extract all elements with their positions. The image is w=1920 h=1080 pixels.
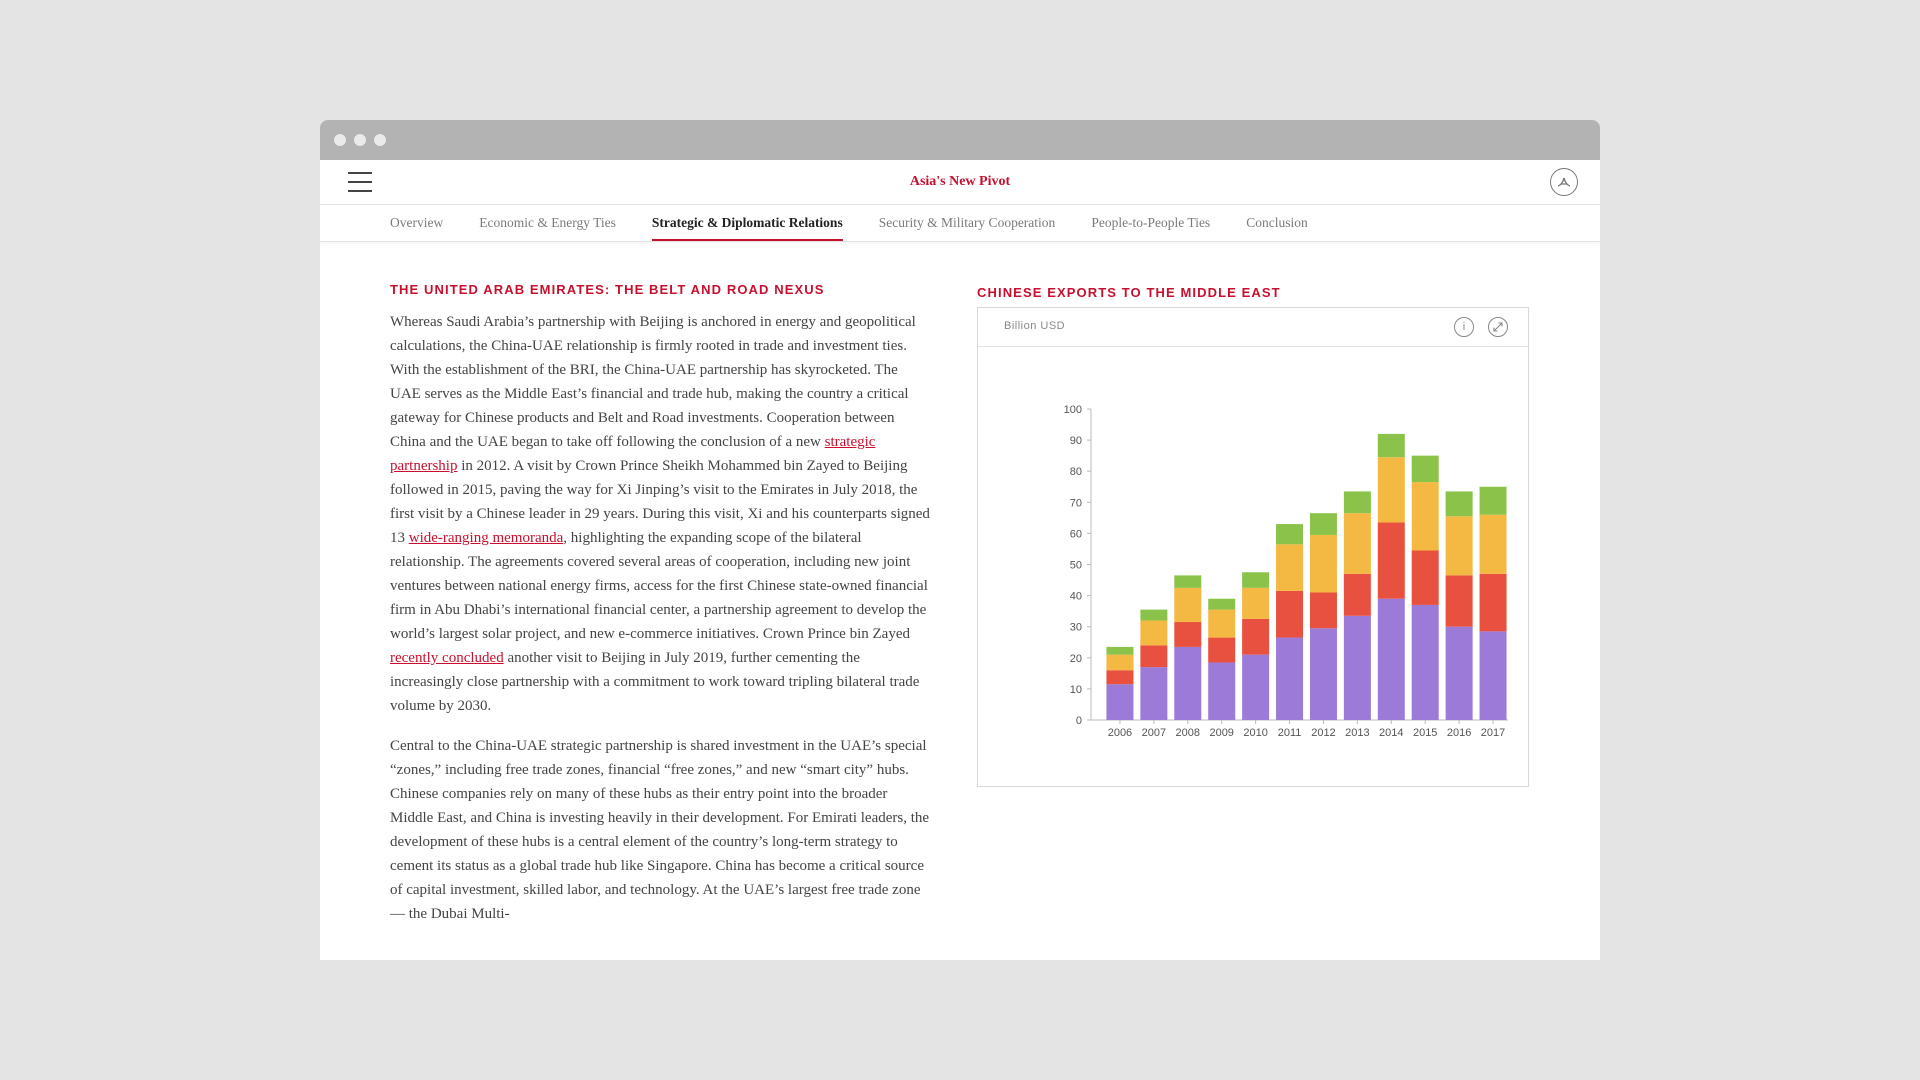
bar-segment	[1480, 631, 1507, 720]
bar-segment	[1378, 599, 1405, 720]
tab-economic-energy-ties[interactable]: Economic & Energy Ties	[479, 215, 616, 230]
bar-segment	[1106, 684, 1133, 720]
bar-segment	[1208, 599, 1235, 610]
bar-segment	[1106, 647, 1133, 655]
bar-segment	[1310, 535, 1337, 593]
hamburger-menu-icon[interactable]	[348, 172, 372, 192]
article-paragraph-1	[390, 310, 930, 718]
paragraph-text: in 2012. A visit by Crown Prince Sheikh Mohammed bin Zayed to Beijing followed in 2015, paving the way for Xi Jinping’s visit to the Emirates in July 2018, the first visit by a Chinese leader in 29 years. During this visit, Xi and his counterparts signed 13	[390, 458, 930, 546]
section-heading: THE UNITED ARAB EMIRATES: THE BELT AND ROAD NEXUS	[390, 282, 825, 297]
x-tick-label: 2012	[1311, 727, 1336, 739]
paragraph-text: Whereas Saudi Arabia’s partnership with Beijing is anchored in energy and geopolitical calculations, the China-UAE relationship is firmly rooted in trade and investment ties. With the establishment of the BRI, the China-UAE partnership has skyrocketed. The UAE serves as the Middle East’s financial and trade hub, making the country a critical gateway for Chinese products and Belt and Road investments. Cooperation between China and the UAE began to take off following the conclusion of a new	[390, 314, 916, 450]
tab-people-to-people-ties[interactable]: People-to-People Ties	[1091, 215, 1211, 230]
tab-overview[interactable]: Overview	[390, 215, 444, 230]
bar-segment	[1242, 619, 1269, 655]
bar-segment	[1446, 627, 1473, 720]
bar-segment	[1140, 645, 1167, 667]
bar-segment	[1480, 515, 1507, 574]
tab-conclusion[interactable]: Conclusion	[1246, 215, 1308, 230]
logo-icon[interactable]	[1550, 168, 1578, 196]
y-tick-label: 50	[1069, 559, 1082, 572]
bar-segment	[1480, 487, 1507, 515]
bar-segment	[1446, 575, 1473, 626]
y-tick-label: 60	[1069, 528, 1082, 541]
bar-segment	[1174, 588, 1201, 622]
x-tick-label: 2015	[1412, 727, 1438, 739]
site-title[interactable]: Asia's New Pivot	[909, 174, 1011, 189]
x-tick-label: 2010	[1243, 727, 1268, 739]
bar-segment	[1378, 434, 1405, 457]
bar-segment	[1208, 638, 1235, 663]
y-tick-label: 10	[1069, 683, 1082, 696]
window-close-dot[interactable]	[334, 134, 346, 146]
bar-segment	[1344, 616, 1371, 720]
info-icon[interactable]: i	[1454, 317, 1474, 337]
recently-concluded-link[interactable]: recently concluded	[390, 650, 504, 666]
bar-segment	[1344, 513, 1371, 574]
bar-segment	[1276, 638, 1303, 720]
article	[390, 282, 930, 926]
browser-window	[320, 120, 1600, 960]
bar-segment	[1174, 575, 1201, 587]
bar-segment	[1446, 516, 1473, 575]
chart-toolbar	[978, 308, 1528, 347]
bar-segment	[1242, 655, 1269, 720]
expand-icon[interactable]	[1488, 317, 1508, 337]
y-tick-label: 0	[1075, 715, 1082, 727]
x-tick-label: 2006	[1107, 727, 1133, 739]
bar-segment	[1378, 523, 1405, 599]
strategic-partnership-link[interactable]: strategic partnership	[390, 434, 876, 474]
y-tick-label: 70	[1069, 497, 1082, 510]
y-tick-label: 30	[1069, 621, 1082, 634]
x-tick-label: 2017	[1480, 727, 1506, 739]
page-content	[320, 240, 1600, 960]
bar-segment	[1174, 647, 1201, 720]
x-tick-label: 2016	[1446, 727, 1472, 739]
x-tick-label: 2011	[1277, 727, 1302, 739]
x-tick-label: 2007	[1141, 727, 1167, 739]
bar-segment	[1174, 622, 1201, 647]
section-tabs	[320, 205, 1600, 242]
bar-segment	[1412, 551, 1439, 605]
site-header	[320, 160, 1600, 205]
chart-unit-label: Billion USD	[1004, 320, 1066, 332]
bar-segment	[1106, 670, 1133, 684]
tab-strategic-diplomatic-relations[interactable]: Strategic & Diplomatic Relations	[652, 215, 843, 241]
y-tick-label: 80	[1069, 466, 1082, 479]
bar-segment	[1242, 588, 1269, 619]
wide-ranging-memoranda-link[interactable]: wide-ranging memoranda	[408, 530, 564, 546]
stacked-bar-chart	[978, 347, 1528, 785]
x-tick-label: 2008	[1175, 727, 1201, 739]
bar-segment	[1276, 591, 1303, 638]
bar-segment	[1310, 592, 1337, 628]
bar-segment	[1412, 605, 1439, 720]
window-titlebar	[320, 120, 1600, 160]
y-tick-label: 40	[1069, 590, 1082, 603]
bar-segment	[1140, 620, 1167, 645]
x-tick-label: 2009	[1209, 727, 1234, 739]
chart-section	[977, 285, 1529, 787]
paragraph-text: another visit to Beijing in July 2019, further cementing the increasingly close partnership with a commitment to work toward tripling bilateral trade volume by 2030.	[390, 650, 920, 714]
bar-segment	[1276, 524, 1303, 544]
bar-segment	[1140, 667, 1167, 720]
bar-segment	[1106, 655, 1133, 671]
bar-segment	[1446, 491, 1473, 516]
y-tick-label: 20	[1069, 652, 1082, 665]
bar-segment	[1344, 491, 1371, 513]
x-tick-label: 2014	[1379, 727, 1404, 739]
article-paragraph-2: Central to the China-UAE strategic partnership is shared investment in the UAE’s special “zones,” including free trade zones, financial “free zones,” and new “smart city” hubs. Chinese companies rely on many of these hubs as their entry point into the broader Middle East, and China is investing heavily in their development. For Emirati leaders, the development of these hubs is a central element of the country’s long-term strategy to cement its status as a global trade hub like Singapore. China has become a critical source of capital investment, skilled labor, and technology. At the UAE’s largest free trade zone — the Dubai Multi-	[390, 738, 930, 922]
x-tick-label: 2013	[1345, 727, 1370, 739]
paragraph-text: , highlighting the expanding scope of the bilateral relationship. The agreements covered several areas of cooperation, including new joint ventures between national energy firms, access for the first Chinese state-owned financial firm in Abu Dhabi’s international financial center, a partnership agreement to develop the world’s largest solar project, and new e-commerce initiatives. Crown Prince bin Zayed	[390, 530, 928, 642]
window-maximize-dot[interactable]	[374, 134, 386, 146]
bar-segment	[1480, 574, 1507, 632]
window-minimize-dot[interactable]	[354, 134, 366, 146]
y-tick-label: 100	[1063, 404, 1082, 416]
bar-segment	[1276, 544, 1303, 591]
bar-segment	[1310, 628, 1337, 720]
y-tick-label: 90	[1069, 435, 1082, 448]
bar-segment	[1412, 456, 1439, 482]
bar-segment	[1344, 574, 1371, 616]
bar-segment	[1412, 482, 1439, 550]
bar-segment	[1378, 457, 1405, 522]
chart-title: CHINESE EXPORTS TO THE MIDDLE EAST	[977, 285, 1281, 300]
chart-container	[977, 307, 1529, 787]
bar-segment	[1242, 572, 1269, 588]
bar-segment	[1140, 610, 1167, 621]
bar-segment	[1310, 513, 1337, 535]
bar-segment	[1208, 610, 1235, 638]
bar-segment	[1208, 662, 1235, 720]
tab-security-military-cooperation[interactable]: Security & Military Cooperation	[878, 215, 1056, 230]
